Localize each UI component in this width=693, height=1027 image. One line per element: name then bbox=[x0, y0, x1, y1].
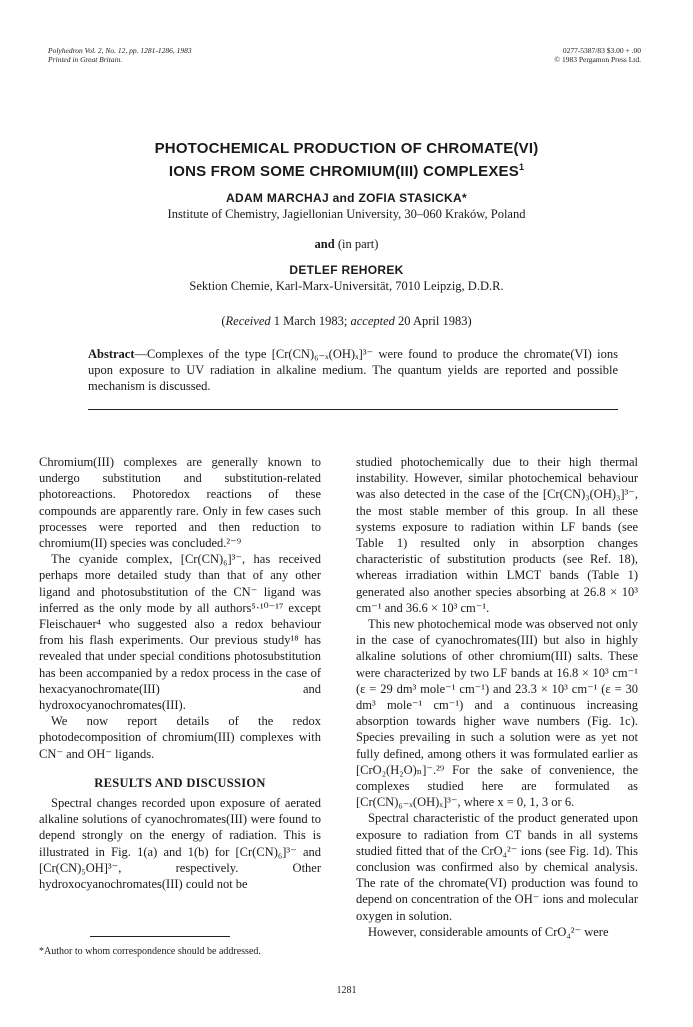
abstract bbox=[88, 346, 618, 394]
affiliation-2: Sektion Chemie, Karl-Marx-Universität, 7010 Leipzig, D.D.R. bbox=[189, 279, 504, 293]
results-paragraph-3: Spectral characteristic of the product generated upon exposure to radiation from CT bands in all systems studied fitted that of the CrO₄²⁻ ions (see Fig. 1d). This conclusion was confirmed also by chemical analysis. The rate of the chromate(VI) production was found to depend on concentration of the OH⁻ ions and molecular oxygen in solution. bbox=[356, 811, 638, 923]
copyright-line: © 1983 Pergamon Press Ltd. bbox=[554, 55, 641, 64]
corresponding-author-marker: * bbox=[461, 191, 467, 205]
affiliation-1: Institute of Chemistry, Jagiellonian University, 30–060 Kraków, Poland bbox=[167, 207, 526, 221]
results-paragraph-1-cont: studied photochemically due to their high thermal instability. However, similar photochemical behaviour was also detected in the case of the [Cr(CN)₃(OH)₃]³⁻, the most stable member of this group. In all these systems exposure to radiation within LF bands (see Table 1) resulted only in absorption changes characteristic of substitution products (see Ref. 18), whereas irradiation within LMCT bands (Table 1) generated also another species absorbing at 26.8 × 10³ cm⁻¹ and 36.6 × 10³ cm⁻¹. bbox=[356, 455, 638, 615]
journal-citation bbox=[48, 46, 192, 64]
intro-paragraph-1: Chromium(III) complexes are generally known to undergo substitution and substitution-related photoreactions. Photoredox reactions of these compounds are apparently rare. Only in few cases such processes were reported and then reduction to chromium(II) species was concluded.²⁻⁹ bbox=[39, 455, 321, 551]
accepted-date: 20 April 1983 bbox=[398, 314, 468, 328]
author-2-name: DETLEF REHOREK bbox=[289, 263, 404, 277]
section-heading-results: RESULTS AND DISCUSSION bbox=[94, 775, 266, 790]
received-open-paren: ( bbox=[221, 314, 226, 328]
abstract-divider bbox=[88, 409, 618, 410]
copyright-block bbox=[554, 46, 641, 64]
correspondence-footnote: *Author to whom correspondence should be addressed. bbox=[39, 946, 261, 957]
footnote-divider bbox=[90, 936, 230, 937]
title-line-2-text: IONS FROM SOME CHROMIUM(III) COMPLEXES bbox=[168, 163, 519, 180]
right-column bbox=[356, 454, 638, 940]
page-number: 1281 bbox=[336, 985, 357, 996]
printed-in-line: Printed in Great Britain. bbox=[48, 55, 123, 64]
received-close-paren: ) bbox=[467, 314, 472, 328]
left-column bbox=[39, 454, 321, 892]
title-line-1: PHOTOCHEMICAL PRODUCTION OF CHROMATE(VI) bbox=[154, 140, 539, 157]
intro-paragraph-3: We now report details of the redox photodecomposition of chromium(III) complexes with CN⁻ and OH⁻ ligands. bbox=[39, 714, 321, 761]
issn-price-line: 0277-5387/83 $3.00 + .00 bbox=[562, 46, 641, 55]
received-date: 1 March 1983; bbox=[273, 314, 348, 328]
received-label: Received bbox=[225, 314, 271, 328]
journal-citation-line: Polyhedron Vol. 2, No. 12, pp. 1281-1286, 1983 bbox=[48, 46, 192, 55]
results-paragraph-4: However, considerable amounts of CrO₄²⁻ were bbox=[368, 924, 609, 939]
accepted-label: accepted bbox=[350, 314, 395, 328]
results-paragraph-1: Spectral changes recorded upon exposure of aerated alkaline solutions of cyanochromates(III) were found to depend strongly on the energy of radiation. This is illustrated in Fig. 1(a) and 1(b) for [Cr(CN)₆]³⁻ and [Cr(CN)₅OH]³⁻, respectively. Other hydroxocyanochromates(III) could not be bbox=[39, 796, 321, 892]
abstract-text: —Complexes of the type [Cr(CN)₆₋ₓ(OH)ₓ]³⁻ were found to produce the chromate(VI) ions upon exposure to UV radiation in alkaline medium. The quantum yields are reported and possible mechanism is discussed. bbox=[88, 347, 618, 393]
author-names bbox=[40, 190, 653, 206]
paper-title bbox=[60, 140, 633, 181]
in-part-text: (in part) bbox=[337, 237, 379, 251]
and-in-part bbox=[40, 236, 653, 252]
and-bold: and bbox=[314, 237, 335, 251]
intro-paragraph-2: The cyanide complex, [Cr(CN)₆]³⁻, has received perhaps more detailed study than that of any other ligand and photosubstitution of the CN⁻ ligand was inferred as the only mode by all authors⁵·¹⁰⁻¹⁷ except Fleischauer⁴ who suggested also a redox behaviour from his flash experiments. Our previous study¹⁸ has revealed that under special conditions photosubstitution has been accompanied by a redox process in the case of hexacyanochromate(III) and hydroxocyanochromates(III). bbox=[39, 552, 321, 713]
received-dates bbox=[40, 313, 653, 329]
abstract-label: Abstract bbox=[88, 347, 135, 361]
author-names-text: ADAM MARCHAJ and ZOFIA STASICKA bbox=[226, 191, 462, 205]
title-line-2 bbox=[60, 158, 633, 181]
results-paragraph-2: This new photochemical mode was observed not only in the case of cyanochromates(III) but also in highly alkaline solutions of other chromium(III) salts. These were characterized by two LF bands at 16.8 × 10³ cm⁻¹ (ε = 29 dm³ mole⁻¹ cm⁻¹) and 23.3 × 10³ cm⁻¹ (ε = 30 dm³ mole⁻¹ cm⁻¹) and a continuous increasing absorption towards higher wave numbers (Fig. 1c). Species prevailing in such a solution were as yet not fully defined, among others it was formulated earlier as [CrO₂(H₂O)ₙ]⁻.²⁹ For the sake of convenience, the complexes studied here are formulated as [Cr(CN)₆₋ₓ(OH)ₓ]³⁻, where x = 0, 1, 3 or 6. bbox=[356, 617, 638, 810]
title-footnote-marker: 1 bbox=[518, 162, 525, 172]
